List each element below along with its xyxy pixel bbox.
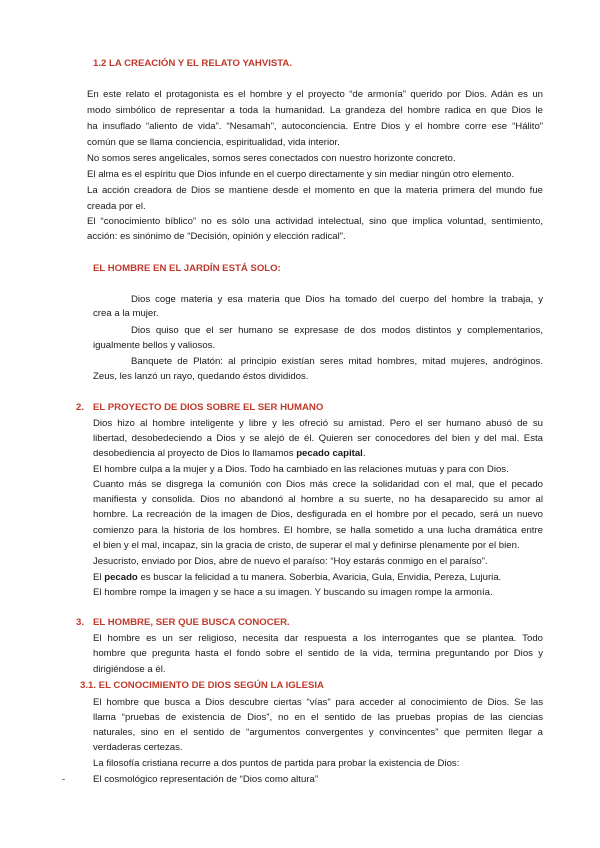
paragraph-line: [93, 448, 366, 460]
paragraph-line: manifiesta y consolida. Dios no abandonó al hombre a su suerte, no ha desaparecido su amor al: [93, 494, 543, 505]
paragraph-line: crea a la mujer.: [93, 308, 159, 319]
text-run: desobediencia al proyecto de Dios lo llamamos: [93, 448, 297, 459]
paragraph-line: El hombre es un ser religioso, necesita dar respuesta a los interrogantes que se plantea. Todo: [93, 633, 543, 644]
emphasis-pecado: pecado: [104, 572, 138, 583]
paragraph-line: El hombre rompe la imagen y se hace a su imagen. Y buscando su imagen rompe la armonía.: [93, 587, 493, 598]
paragraph-line: hombre. La recreación de la imagen de Dios, desfigurada en el hombre por el pecado, será un nuevo: [93, 509, 543, 520]
paragraph-line: libertad, desobedeciendo a Dios y se alejó de él. Quieren ser conocedores del bien y del mal. Esta: [93, 433, 543, 444]
paragraph-line: hombre que pregunta hasta el fondo sobre el sentido de la vida, termina preguntando por Dios y: [93, 648, 543, 659]
paragraph-line: verdaderas certezas.: [93, 742, 183, 753]
paragraph-line: La acción creadora de Dios se mantiene desde el momento en que la materia primera del mundo fue: [87, 185, 543, 196]
paragraph-line: Banquete de Platón: al principio existían seres mitad hombres, mitad mujeres, andróginos.: [131, 356, 543, 367]
bullet-marker: -: [62, 774, 66, 785]
paragraph-line: El hombre que busca a Dios descubre ciertas “vías” para acceder al conocimiento de Dios. Se las: [93, 697, 543, 708]
paragraph-line: naturales, sino en el sentido de “argumentos convergentes y convincentes” que permiten llegar a: [93, 727, 543, 738]
paragraph-line: Jesucristo, enviado por Dios, abre de nuevo el paraíso: “Hoy estarás conmigo en el paraíso”.: [93, 556, 488, 567]
paragraph-line: comienzo para la historia de los hombres. El hombre, se halla sometido a una lucha dramática entre: [93, 525, 543, 536]
paragraph-line: creada por el.: [87, 201, 146, 212]
paragraph-line: el bien y el mal, incapaz, sin la gracia de cristo, de superar el mal y definirse plenamente por el bien.: [93, 540, 520, 551]
section-number: 3.: [76, 617, 85, 628]
text-run: es buscar la felicidad a tu manera. Soberbia, Avaricia, Gula, Envidia, Pereza, Lujuria.: [137, 572, 502, 583]
text-run: El: [93, 572, 105, 583]
section-heading-garden: EL HOMBRE EN EL JARDÍN ESTÁ SOLO:: [93, 263, 281, 274]
paragraph-line: modo simbólico de representar a toda la humanidad. La grandeza del hombre radica en que Dios le: [87, 105, 543, 116]
paragraph-line: acción: es sinónimo de “Decisión, opinión y elección radical”.: [87, 231, 346, 242]
paragraph-line: No somos seres angelicales, somos seres conectados con nuestro horizonte concreto.: [87, 153, 456, 164]
section-heading-creation: 1.2 LA CREACIÓN Y EL RELATO YAHVISTA.: [93, 58, 293, 69]
paragraph-line: En este relato el protagonista es el hombre y el proyecto “de armonía” querido por Dios. Adán es un: [87, 89, 543, 100]
paragraph-line: El hombre culpa a la mujer y a Dios. Todo ha cambiado en las relaciones mutuas y para con Dios.: [93, 464, 509, 475]
paragraph-line: El “conocimiento bíblico” no es sólo una actividad intelectual, sino que implica voluntad, sentimiento,: [87, 216, 543, 227]
section-number: 2.: [76, 402, 85, 413]
paragraph-line: Zeus, les lanzó un rayo, quedando éstos divididos.: [93, 371, 309, 382]
paragraph-line: Dios quiso que el ser humano se expresase de dos modos distintos y complementarios,: [131, 325, 543, 336]
section-heading-project: EL PROYECTO DE DIOS SOBRE EL SER HUMANO: [93, 402, 324, 413]
paragraph-line: Cuanto más se disgrega la comunión con Dios más crece la solidaridad con el mal, que el pecado: [93, 479, 543, 490]
paragraph-line: Dios hizo al hombre inteligente y libre y les ofreció su amistad. Pero el ser humano abusó de su: [93, 418, 543, 429]
section-heading-church-knowledge: 3.1. EL CONOCIMIENTO DE DIOS SEGÚN LA IGLESIA: [80, 680, 324, 691]
paragraph-line: La filosofía cristiana recurre a dos puntos de partida para probar la existencia de Dios:: [93, 758, 460, 769]
text-run: .: [362, 448, 366, 459]
paragraph-line: Dios coge materia y esa materia que Dios ha tomado del cuerpo del hombre la trabaja, y: [131, 294, 543, 305]
paragraph-line: dirigiéndose a él.: [93, 664, 166, 675]
paragraph-line: común que se llama conciencia, espiritualidad, vida interior.: [87, 137, 340, 148]
bullet-item: El cosmológico representación de “Dios como altura”: [93, 774, 319, 785]
paragraph-line: [93, 572, 501, 584]
emphasis-pecado-capital: pecado capital: [296, 448, 363, 459]
paragraph-line: igualmente bellos y valiosos.: [93, 340, 216, 351]
paragraph-line: El alma es el espíritu que Dios infunde en el cuerpo directamente y sin mediar ningún otro elemento.: [87, 169, 515, 180]
paragraph-line: ha insuflado “aliento de vida”. “Nesamah”, autoconciencia. Entre Dios y el hombre corre ese “Hálito”: [87, 121, 543, 132]
paragraph-line: llama “pruebas de existencia de Dios”, no en el sentido de las pruebas propias de las ciencias: [93, 712, 543, 723]
section-heading-knowledge: EL HOMBRE, SER QUE BUSCA CONOCER.: [93, 617, 290, 628]
